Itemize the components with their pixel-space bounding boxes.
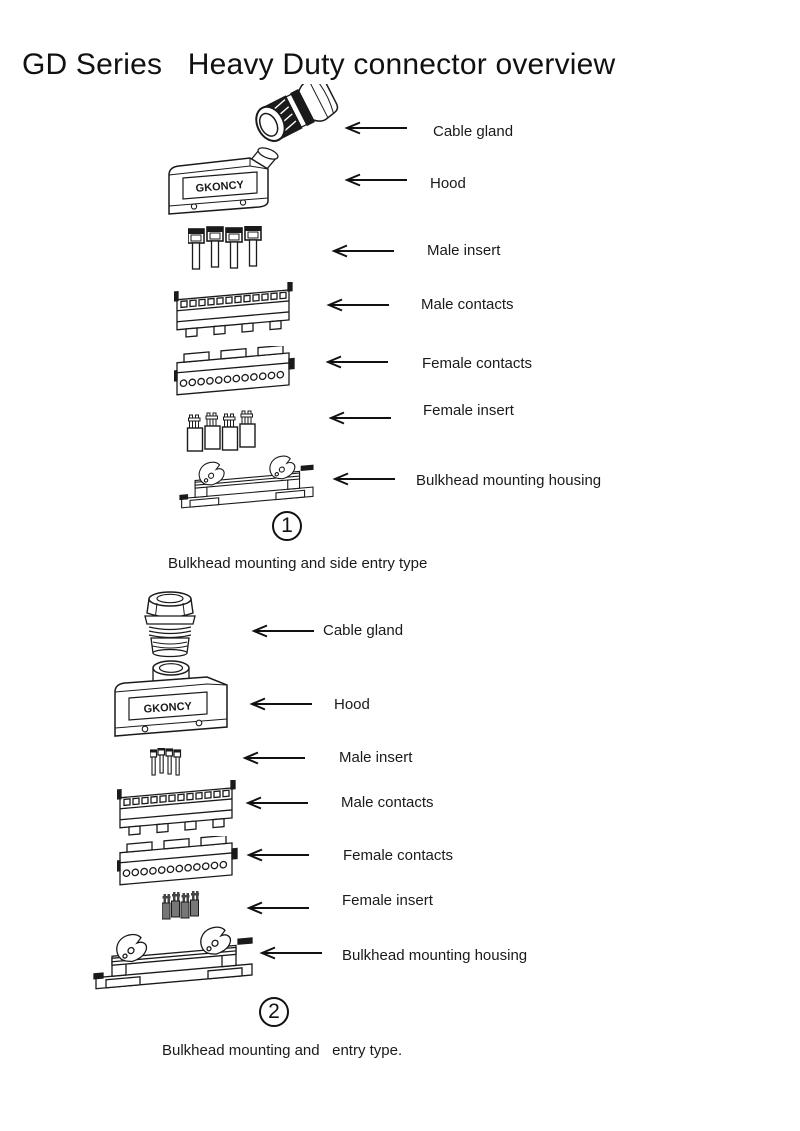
label-female-insert-2: Female insert [342, 892, 433, 909]
arrow-bulkhead-housing-2 [258, 945, 324, 961]
male-contacts-drawing-1 [174, 282, 296, 340]
cable-gland-drawing-1 [250, 84, 345, 150]
label-female-contacts-1: Female contacts [422, 355, 533, 372]
bulkhead-housing-drawing-1 [178, 450, 320, 514]
arrow-cable-gland-2 [250, 623, 316, 639]
bulkhead-housing-drawing-2 [92, 920, 260, 996]
female-contacts-drawing-1 [174, 346, 296, 402]
label-female-contacts-2: Female contacts [343, 847, 454, 864]
section-caption-1: Bulkhead mounting and side entry type [168, 555, 428, 572]
page-title: GD Series Heavy Duty connector overview [22, 48, 616, 81]
arrow-male-insert-2 [241, 750, 307, 766]
section-caption-2: Bulkhead mounting and entry type. [162, 1042, 403, 1059]
brand-text: GKONCY [195, 179, 245, 195]
label-hood-2: Hood [334, 696, 370, 713]
male-contacts-drawing-2 [117, 780, 239, 838]
label-cable-gland-2: Cable gland [323, 622, 404, 639]
arrow-bulkhead-housing-1 [331, 471, 397, 487]
label-cable-gland-1: Cable gland [433, 123, 514, 140]
cable-gland-drawing-2 [137, 589, 203, 659]
label-male-insert-1: Male insert [427, 242, 501, 259]
arrow-hood-1 [343, 172, 409, 188]
label-male-contacts-2: Male contacts [341, 794, 434, 811]
label-hood-1: Hood [430, 175, 466, 192]
arrow-female-insert-1 [327, 410, 393, 426]
label-male-contacts-1: Male contacts [421, 296, 514, 313]
label-bulkhead-housing-1: Bulkhead mounting housing [416, 472, 602, 489]
label-male-insert-2: Male insert [339, 749, 413, 766]
brand-text: GKONCY [143, 700, 193, 716]
hood-drawing-1 [162, 144, 288, 222]
arrow-cable-gland-1 [343, 120, 409, 136]
female-contacts-drawing-2 [117, 836, 239, 892]
hood-drawing-2 [107, 656, 235, 746]
arrow-male-insert-1 [330, 243, 396, 259]
arrow-male-contacts-2 [244, 795, 310, 811]
male-insert-drawing-2 [150, 748, 184, 780]
arrow-female-contacts-2 [245, 847, 311, 863]
arrow-female-contacts-1 [324, 354, 390, 370]
arrow-hood-2 [248, 696, 314, 712]
section-number-2: 2 [259, 997, 289, 1027]
arrow-male-contacts-1 [325, 297, 391, 313]
section-number-1: 1 [272, 511, 302, 541]
label-female-insert-1: Female insert [423, 402, 514, 419]
male-insert-drawing-1 [188, 226, 268, 272]
arrow-female-insert-2 [245, 900, 311, 916]
label-bulkhead-housing-2: Bulkhead mounting housing [342, 947, 528, 964]
